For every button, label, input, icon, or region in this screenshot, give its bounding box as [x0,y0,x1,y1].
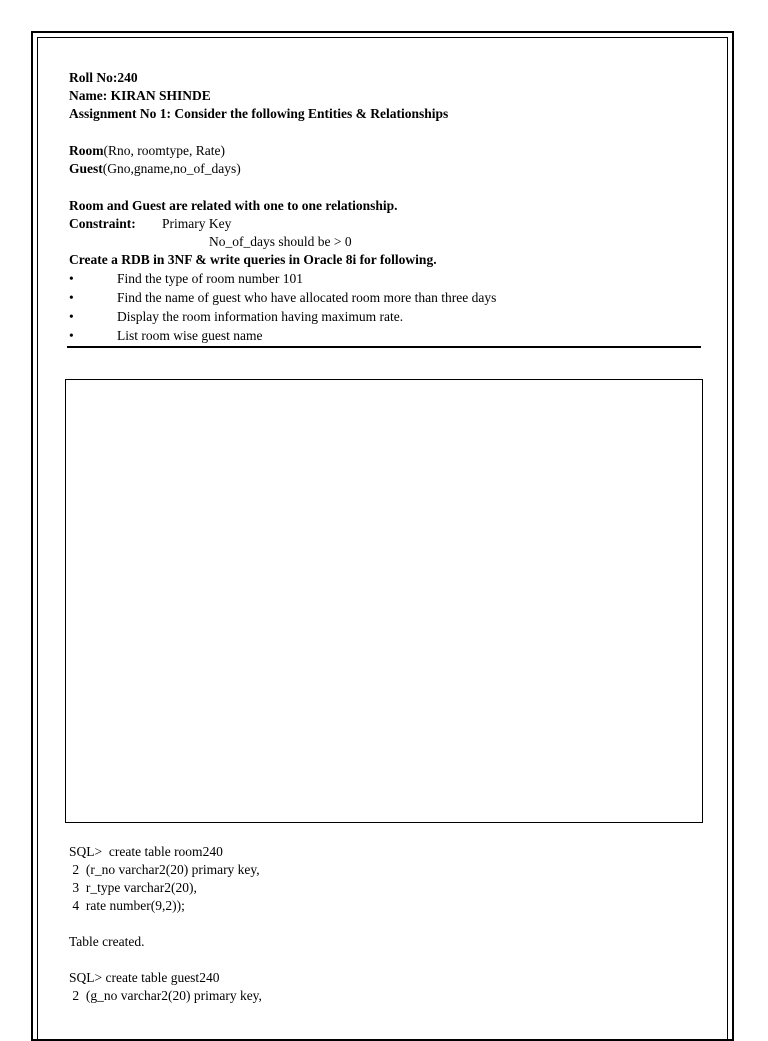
constraint-label: Constraint: [69,216,136,231]
task-heading: Create a RDB in 3NF & write queries in Oracle 8i for following. [69,252,437,267]
sql-line: SQL> create table guest240 [69,970,220,985]
constraint-condition: No_of_days should be > 0 [209,234,352,249]
list-item [69,327,262,345]
constraint-primary-key: Primary Key [162,216,232,231]
section-divider [67,346,701,348]
guest-entity [69,160,241,178]
list-item [69,308,403,326]
list-item-text: Display the room information having maximum rate. [117,309,404,324]
list-item-text: List room wise guest name [117,328,263,343]
bullet-icon: • [69,290,74,305]
relationship-text: Room and Guest are related with one to one relationship. [69,198,398,213]
list-item-text: Find the type of room number 101 [117,271,303,286]
list-item [69,270,303,288]
guest-entity-attributes: (Gno,gname,no_of_days) [102,161,241,176]
bullet-icon: • [69,328,74,343]
list-item [69,289,496,307]
constraint-row [69,215,231,233]
room-entity-attributes: (Rno, roomtype, Rate) [103,143,225,158]
bullet-icon: • [69,309,74,324]
er-diagram-box [65,379,703,823]
assignment-title: Assignment No 1: Consider the following Entities & Relationships [69,106,449,121]
sql-line: 3 r_type varchar2(20), [69,880,197,895]
sql-line: 2 (r_no varchar2(20) primary key, [69,862,260,877]
list-item-text: Find the name of guest who have allocated room more than three days [117,290,497,305]
bullet-icon: • [69,271,74,286]
student-name: Name: KIRAN SHINDE [69,88,211,103]
sql-line: SQL> create table room240 [69,844,223,859]
roll-number: Roll No:240 [69,70,138,85]
guest-entity-name: Guest [69,161,103,176]
sql-output: Table created. [69,934,145,949]
room-entity [69,142,225,160]
room-entity-name: Room [69,143,104,158]
sql-line: 4 rate number(9,2)); [69,898,185,913]
sql-line: 2 (g_no varchar2(20) primary key, [69,988,262,1003]
